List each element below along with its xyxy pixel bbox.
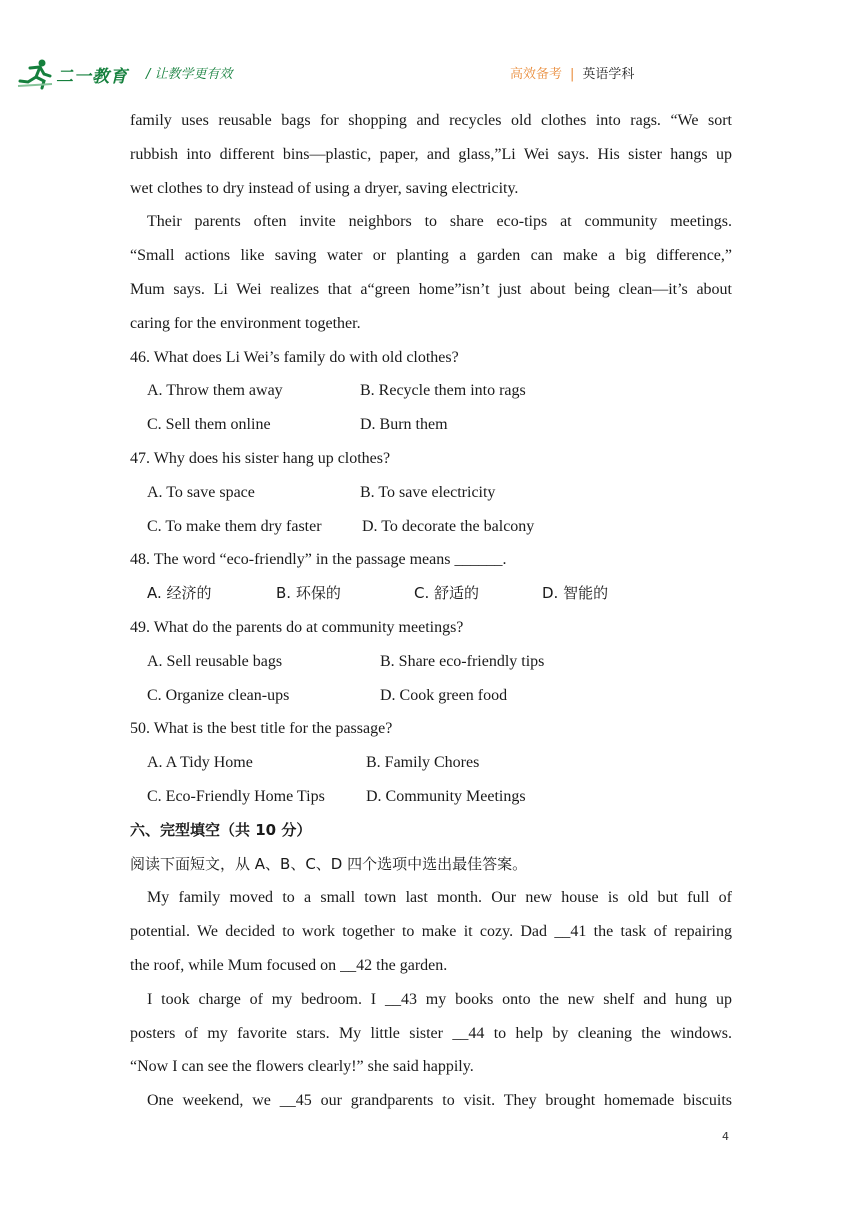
passage-line: I took charge of my bedroom. I __43 my books onto the new shelf and hung up (147, 990, 732, 1008)
option-c: C. 舒适的 (414, 584, 480, 603)
option-row (130, 510, 732, 544)
option-row (130, 645, 732, 679)
option-row (130, 374, 732, 408)
passage-line: the roof, while Mum focused on __42 the garden. (130, 956, 448, 974)
option-b: B. Recycle them into rags (360, 382, 526, 400)
passage-line: Their parents often invite neighbors to share eco-tips at community meetings. (147, 213, 732, 231)
passage-line: rubbish into different bins—plastic, paper, and glass,”Li Wei says. His sister hangs up (130, 145, 732, 163)
option-a: A. To save space (147, 483, 255, 501)
option-a: A. Sell reusable bags (147, 652, 283, 670)
option-d: D. To decorate the balcony (362, 517, 535, 535)
page-number: 4 (722, 1130, 729, 1143)
logo (16, 58, 128, 90)
question-stem: 46. What does Li Wei’s family do with old clothes? (130, 348, 459, 366)
passage-line: My family moved to a small town last month. Our new house is old but full of (147, 889, 732, 907)
option-d: D. Burn them (360, 416, 448, 434)
header-slogan: / 让教学更有效 (146, 67, 233, 82)
option-row (130, 780, 732, 814)
option-c: C. To make them dry faster (147, 517, 322, 535)
passage-line: “Small actions like saving water or planting a garden can make a big difference,” (130, 247, 732, 265)
passage-line: posters of my favorite stars. My little sister __44 to help by cleaning the windows. (130, 1024, 732, 1042)
option-d: D. 智能的 (542, 584, 609, 603)
option-row (130, 476, 732, 510)
option-d: D. Cook green food (380, 686, 508, 704)
page-content (130, 104, 732, 1118)
option-b: B. 环保的 (276, 584, 341, 603)
option-b: B. Share eco-friendly tips (380, 652, 545, 670)
section-title: 六、完型填空（共 10 分） (130, 820, 312, 839)
header-separator: | (570, 67, 575, 82)
option-d: D. Community Meetings (366, 787, 526, 805)
option-b: B. Family Chores (366, 754, 480, 772)
option-c: C. Eco-Friendly Home Tips (147, 787, 325, 805)
passage-line: family uses reusable bags for shopping and recycles old clothes into rags. “We sort (130, 112, 732, 129)
option-row (130, 679, 732, 713)
question-stem: 47. Why does his sister hang up clothes? (130, 449, 391, 467)
section-instruction: 阅读下面短文，从 A、B、C、D 四个选项中选出最佳答案。 (130, 854, 528, 873)
option-row (130, 577, 732, 611)
logo-text: 二一教育 (56, 67, 128, 87)
option-row (130, 408, 732, 442)
header-tag: 高效备考 (510, 67, 563, 82)
passage-line: potential. We decided to work together to make it cozy. Dad __41 the task of repairing (130, 923, 732, 941)
option-a: A. 经济的 (147, 584, 212, 603)
page-header (0, 0, 860, 100)
option-row (130, 746, 732, 780)
option-b: B. To save electricity (360, 483, 496, 501)
header-right (510, 63, 634, 82)
header-subject: 英语学科 (582, 67, 635, 82)
option-a: A. Throw them away (147, 382, 283, 400)
question-stem: 49. What do the parents do at community meetings? (130, 618, 464, 636)
question-stem: 50. What is the best title for the passage? (130, 720, 393, 738)
passage-line: wet clothes to dry instead of using a dryer, saving electricity. (130, 179, 519, 197)
passage-line: One weekend, we __45 our grandparents to visit. They brought homemade biscuits (147, 1092, 732, 1110)
question-stem: 48. The word “eco-friendly” in the passage means ______. (130, 551, 507, 569)
passage-line: “Now I can see the flowers clearly!” she said happily. (130, 1058, 474, 1076)
runner-logo-icon (16, 58, 56, 90)
option-c: C. Sell them online (147, 416, 271, 434)
option-c: C. Organize clean-ups (147, 686, 290, 704)
option-a: A. A Tidy Home (147, 754, 253, 772)
passage-line: Mum says. Li Wei realizes that a“green home”isn’t just about being clean—it’s about (130, 280, 732, 298)
passage-line: caring for the environment together. (130, 314, 361, 332)
